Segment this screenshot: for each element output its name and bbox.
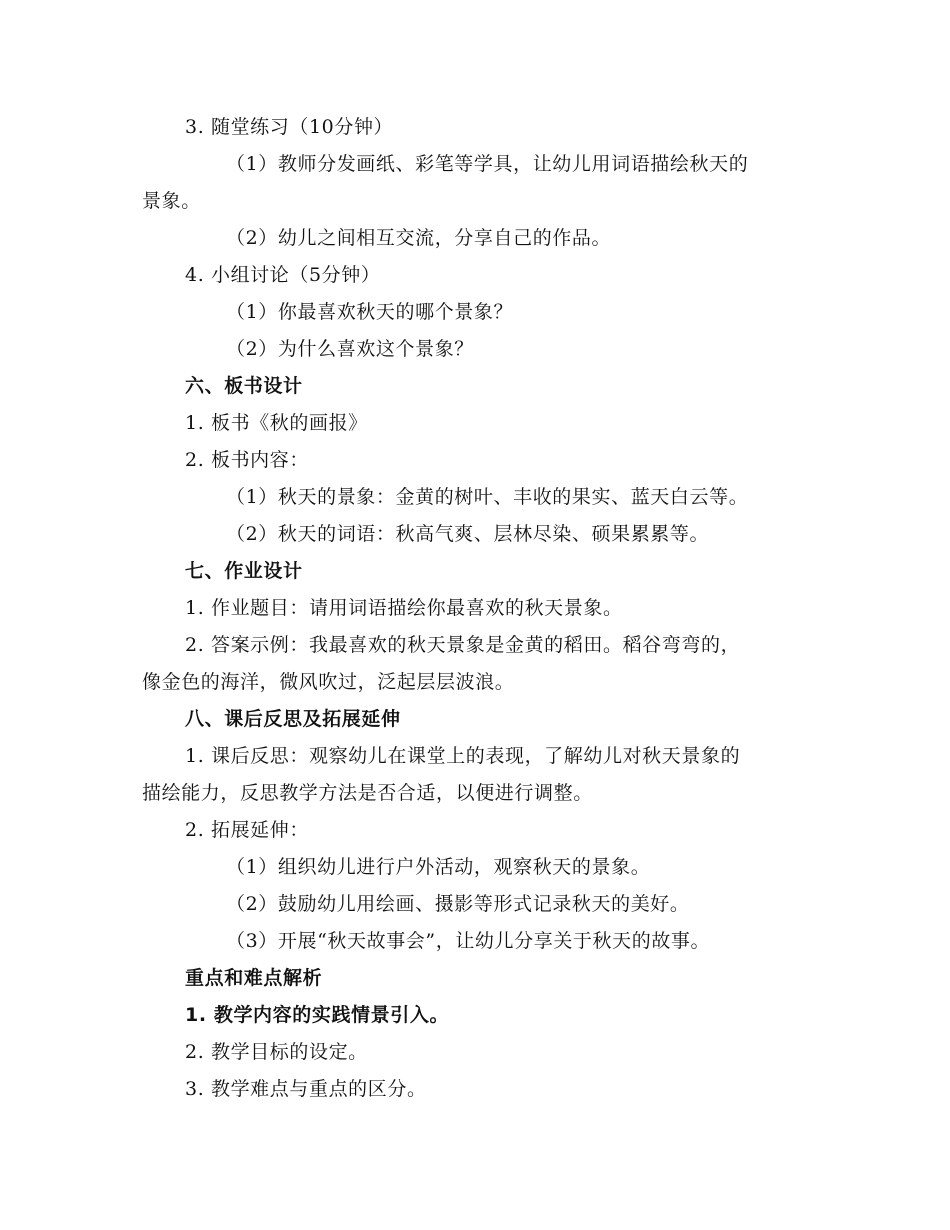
board-item-2: 2. 板书内容：: [185, 449, 309, 471]
group-discussion-heading: 4. 小组讨论（5分钟）: [185, 264, 381, 286]
practice-heading: 3. 随堂练习（10分钟）: [185, 116, 394, 138]
section-heading-board-design: 六、板书设计: [185, 375, 303, 397]
key-point-2: 2. 教学目标的设定。: [185, 1041, 368, 1063]
board-item-1: 1. 板书《秋的画报》: [185, 412, 368, 434]
key-point-3: 3. 教学难点与重点的区分。: [185, 1078, 427, 1100]
extension-item-2: （2）鼓励幼儿用绘画、摄影等形式记录秋天的美好。: [226, 893, 690, 915]
practice-item-1-line-2: 景象。: [142, 190, 201, 212]
homework-item-2-line-2: 像金色的海洋，微风吹过，泛起层层波浪。: [142, 671, 515, 693]
reflection-item-1-line-1: 1. 课后反思：观察幼儿在课堂上的表现，了解幼儿对秋天景象的: [185, 745, 741, 767]
key-point-1: 1. 教学内容的实践情景引入。: [185, 1004, 450, 1026]
homework-item-1: 1. 作业题目：请用词语描绘你最喜欢的秋天景象。: [185, 597, 623, 619]
board-content-2: （2）秋天的词语：秋高气爽、层林尽染、硕果累累等。: [226, 523, 710, 545]
reflection-item-1-line-2: 描绘能力，反思教学方法是否合适，以便进行调整。: [142, 782, 593, 804]
reflection-item-2: 2. 拓展延伸：: [185, 819, 309, 841]
section-heading-reflection: 八、课后反思及拓展延伸: [185, 708, 401, 730]
section-heading-homework: 七、作业设计: [185, 560, 303, 582]
discussion-question-2: （2）为什么喜欢这个景象？: [226, 338, 474, 360]
board-content-1: （1）秋天的景象：金黄的树叶、丰收的果实、蓝天白云等。: [226, 486, 749, 508]
practice-item-1-line-1: （1）教师分发画纸、彩笔等学具，让幼儿用词语描绘秋天的: [226, 153, 749, 175]
extension-item-3: （3）开展“秋天故事会”，让幼儿分享关于秋天的故事。: [226, 930, 711, 952]
homework-item-2-line-1: 2. 答案示例：我最喜欢的秋天景象是金黄的稻田。稻谷弯弯的，: [185, 634, 741, 656]
practice-item-2: （2）幼儿之间相互交流，分享自己的作品。: [226, 227, 612, 249]
extension-item-1: （1）组织幼儿进行户外活动，观察秋天的景象。: [226, 856, 651, 878]
section-heading-key-points: 重点和难点解析: [185, 967, 323, 989]
discussion-question-1: （1）你最喜欢秋天的哪个景象？: [226, 301, 514, 323]
